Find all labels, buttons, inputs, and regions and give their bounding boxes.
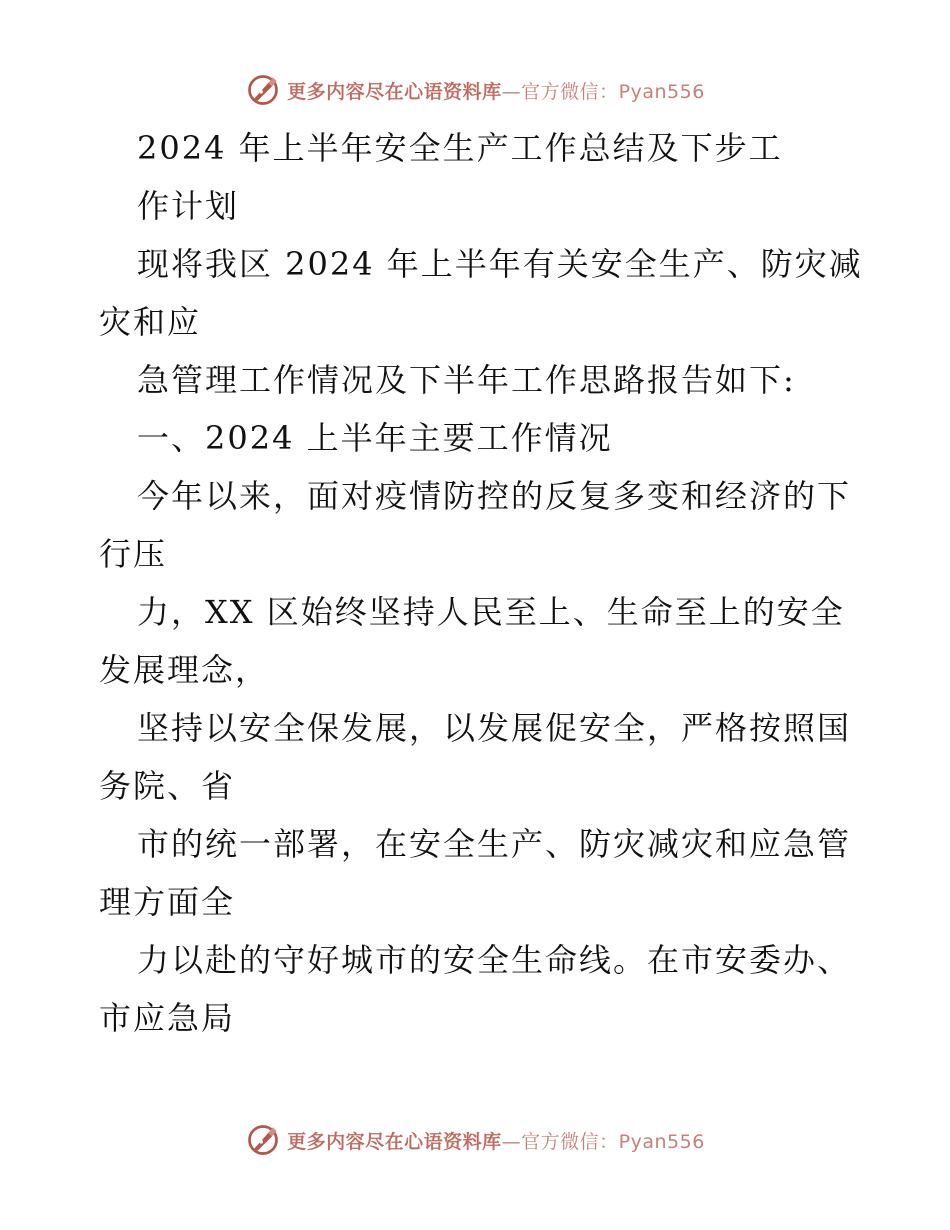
doc-paragraph-line: 行压: [99, 535, 168, 573]
doc-paragraph-line: 发展理念，: [99, 651, 270, 689]
doc-title-line-1: 2024 年上半年安全生产工作总结及下步工: [137, 129, 783, 167]
banner-dash: —: [501, 1130, 522, 1153]
banner-text: [287, 1127, 705, 1154]
banner-main-text: 更多内容尽在心语资料库: [287, 1130, 502, 1153]
doc-paragraph-line: 今年以来，面对疫情防控的反复多变和经济的下: [137, 477, 852, 515]
doc-paragraph-line: 急管理工作情况及下半年工作思路报告如下:: [137, 361, 796, 399]
pen-logo-icon: [245, 1122, 281, 1158]
doc-paragraph-line: 坚持以安全保发展，以发展促安全，严格按照国: [137, 709, 852, 747]
doc-section-heading: 一、2024 上半年主要工作情况: [137, 419, 613, 457]
banner-dash: —: [501, 80, 522, 103]
doc-paragraph-line: 市的统一部署，在安全生产、防灾减灾和应急管: [137, 825, 852, 863]
doc-paragraph-line: 市应急局: [99, 999, 236, 1037]
pen-logo-icon: [245, 72, 281, 108]
doc-paragraph-line: 现将我区 2024 年上半年有关安全生产、防灾减: [137, 245, 863, 283]
banner-sub-text: 官方微信：Pyan556: [521, 1130, 705, 1153]
doc-paragraph-line: 灾和应: [99, 303, 202, 341]
banner-sub-text: 官方微信：Pyan556: [521, 80, 705, 103]
header-banner: [0, 70, 950, 110]
banner-text: [287, 77, 705, 104]
footer-banner: [0, 1120, 950, 1160]
doc-paragraph-line: 理方面全: [99, 883, 236, 921]
doc-title-line-2: 作计划: [137, 187, 240, 225]
banner-main-text: 更多内容尽在心语资料库: [287, 80, 502, 103]
doc-paragraph-line: 力以赴的守好城市的安全生命线。在市安委办、: [137, 941, 852, 979]
doc-paragraph-line: 务院、省: [99, 767, 236, 805]
doc-paragraph-line: 力，XX 区始终坚持人民至上、生命至上的安全: [137, 593, 845, 631]
